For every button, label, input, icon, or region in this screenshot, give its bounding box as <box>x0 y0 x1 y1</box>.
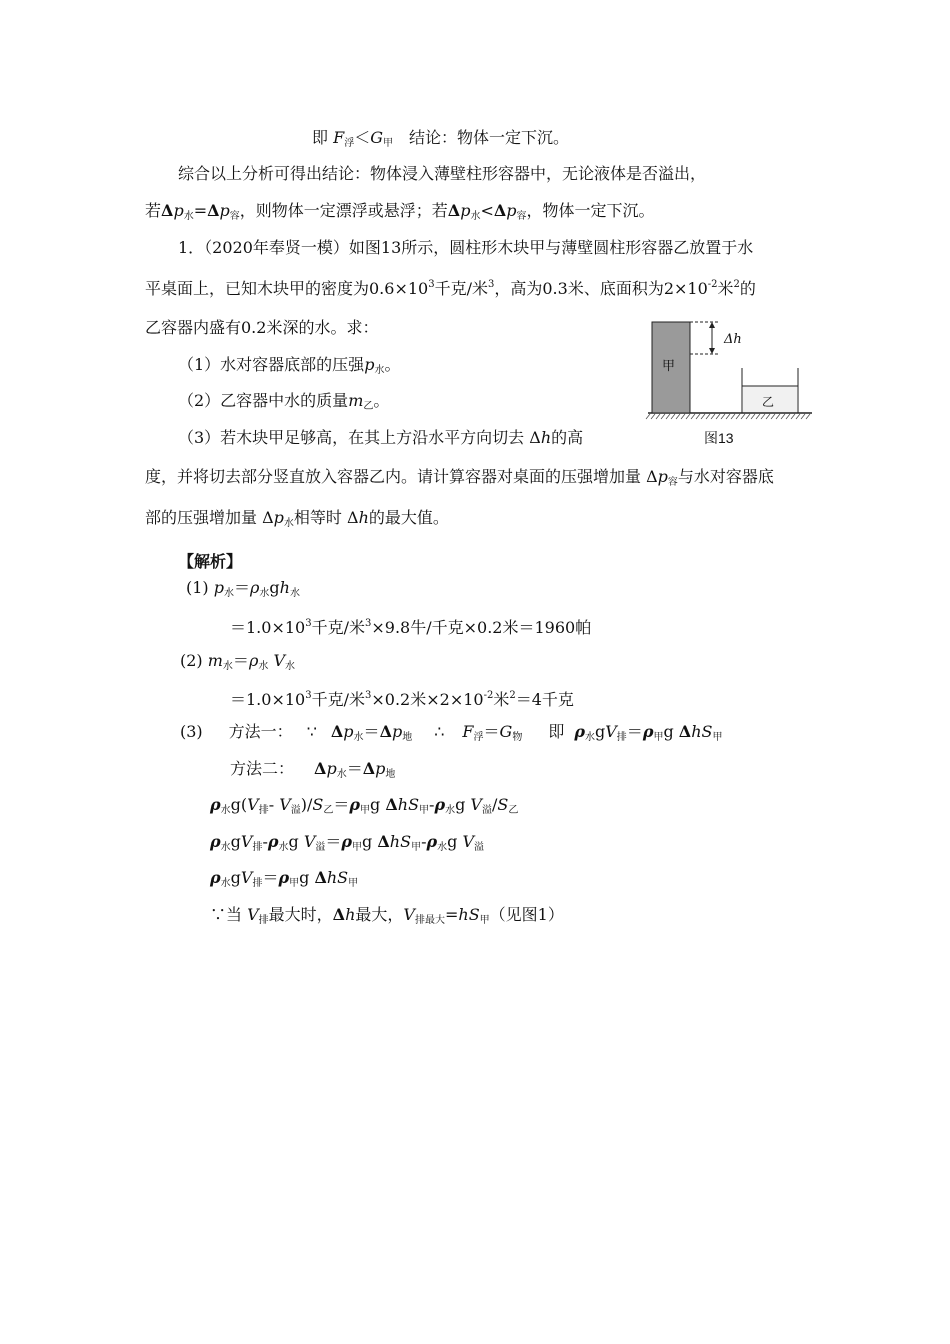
hatch-stroke <box>711 414 715 419</box>
hatch-stroke <box>781 414 785 419</box>
summary-line-2: 若$\Delta p_水=\Delta p_容$，则物体一定漂浮或悬浮；若$\Delta p_水<\Delta p_容$，物体一定下沉。 <box>145 201 655 222</box>
conclusion-line-1: 即 $F_浮<G_甲$ 结论：物体一定下沉。 <box>312 128 570 149</box>
solution-3-conclusion: ∵当 $V_排$最大时，Δh最大，$V_{排最大}=hS_甲$（见图1） <box>210 905 564 926</box>
hatch-stroke <box>776 414 780 419</box>
solution-2-result: $=1.0\times 10^3$千克/米$^3$×0.2米$\times 2\times 10^{-2}$米$^2$＝4千克 <box>230 690 574 709</box>
hatch-stroke <box>706 414 710 419</box>
question-1: （1）水对容器底部的压强$p_水$。 <box>178 355 401 376</box>
hatch-stroke <box>736 414 740 419</box>
hatch-stroke <box>646 414 650 419</box>
hatch-stroke <box>716 414 720 419</box>
problem-line-2: 平桌面上，已知木块甲的密度为$0.6\times 10^3$千克/米$^3$，高为0.3米、底面积为$2\times 10^{-2}$米$^2$的 <box>145 279 756 298</box>
container-yi-label: 乙 <box>762 395 775 409</box>
question-3-line-2: 度，并将切去部分竖直放入容器乙内。请计算容器对桌面的压强增加量 $\Delta p_容$与水对容器底 <box>145 467 774 488</box>
problem-line-1: 1．（2020年奉贤一模）如图13所示，圆柱形木块甲与薄壁圆柱形容器乙放置于水 <box>178 238 754 257</box>
figure-13-diagram <box>640 312 820 422</box>
hatch-stroke <box>786 414 790 419</box>
dh-arrow-up-icon <box>709 322 715 328</box>
hatch-stroke <box>721 414 725 419</box>
solution-3-eq-2: $\rho_水gV_排-\rho_水g$ $V_溢=\rho_甲g$ $\Delta hS_甲-\rho_水g$ $V_溢$ <box>210 832 485 853</box>
hatch-stroke <box>726 414 730 419</box>
question-3-line-1: （3）若木块甲足够高，在其上方沿水平方向切去 Δh的高 <box>178 428 584 447</box>
hatch-stroke <box>691 414 695 419</box>
hatch-stroke <box>741 414 745 419</box>
hatch-stroke <box>766 414 770 419</box>
hatch-stroke <box>661 414 665 419</box>
hatch-stroke <box>751 414 755 419</box>
solution-2-formula: (2) $m_水=\rho_水$ $V_水$ <box>180 651 295 672</box>
solution-1-formula: (1) $p_水=\rho_水gh_水$ <box>186 578 300 599</box>
dh-label: Δh <box>724 332 742 347</box>
dh-arrow-down-icon <box>709 348 715 354</box>
hatch-stroke <box>746 414 750 419</box>
solution-3-eq-1: $\rho_水g(V_排-$ $V_溢)/S_乙=\rho_甲g$ $\Delta hS_甲-\rho_水g$ $V_溢/S_乙$ <box>210 795 519 816</box>
hatch-stroke <box>666 414 670 419</box>
solution-3-eq-3: $\rho_水gV_排=\rho_甲g$ ΔhS$_甲$ <box>210 868 359 889</box>
solution-1-result: $=1.0\times 10^3$千克/米$^3$×9.8牛/千克×0.2米＝1960帕 <box>230 618 592 637</box>
hatch-stroke <box>651 414 655 419</box>
hatch-stroke <box>696 414 700 419</box>
solution-3-method-2: 方法二： $\Delta p_水=\Delta p_地$ <box>230 759 396 780</box>
hatch-stroke <box>676 414 680 419</box>
figure-caption: 图13 <box>704 430 734 446</box>
summary-line-1: 综合以上分析可得出结论：物体浸入薄壁柱形容器中，无论液体是否溢出， <box>178 164 707 183</box>
hatch-stroke <box>671 414 675 419</box>
hatch-stroke <box>756 414 760 419</box>
hatch-stroke <box>656 414 660 419</box>
hatch-stroke <box>791 414 795 419</box>
ground-hatch-lines <box>646 414 810 419</box>
question-3-line-3: 部的压强增加量 $\Delta p_水$相等时 Δh的最大值。 <box>145 508 449 529</box>
solution-heading: 【解析】 <box>178 552 243 571</box>
hatch-stroke <box>731 414 735 419</box>
hatch-stroke <box>701 414 705 419</box>
hatch-stroke <box>771 414 775 419</box>
block-jia-label: 甲 <box>662 359 676 374</box>
solution-3-method-1: (3) 方法一： ∵ $\Delta p_水=\Delta p_地$ ∴ $F_浮=G_物$ 即 $\rho_水gV_排=\rho_甲g$ ΔhS$_甲$ <box>180 722 723 743</box>
hatch-stroke <box>681 414 685 419</box>
hatch-stroke <box>796 414 800 419</box>
question-2: （2）乙容器中水的质量$m_乙$。 <box>178 391 390 412</box>
hatch-stroke <box>806 414 810 419</box>
hatch-stroke <box>801 414 805 419</box>
hatch-stroke <box>686 414 690 419</box>
problem-line-3: 乙容器内盛有0.2米深的水。求： <box>145 318 379 337</box>
hatch-stroke <box>761 414 765 419</box>
